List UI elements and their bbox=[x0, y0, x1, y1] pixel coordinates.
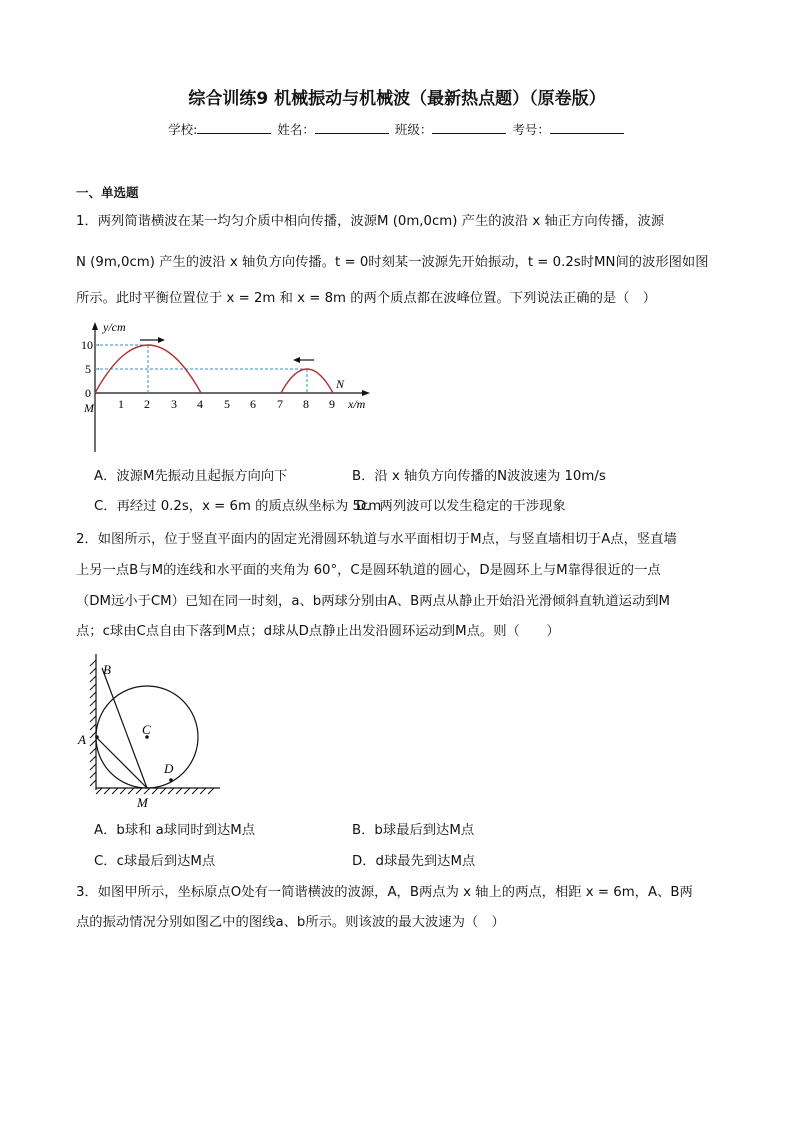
q1-line-2: N (9m,0cm) 产生的波沿 x 轴负方向传播。t = 0时刻某一波源先开始振动，t = 0.2s时MN间的波形图如图 bbox=[76, 255, 709, 270]
y-tick-label-10: 10 bbox=[81, 338, 93, 352]
x-tick-6: 6 bbox=[250, 397, 256, 411]
y-tick-label-0: 0 bbox=[85, 386, 91, 400]
q2-line-4: 点；c球由C点自由下落到M点；d球从D点静止出发沿圆环运动到M点。则（ ） bbox=[76, 624, 560, 639]
arrow-right-head bbox=[158, 337, 165, 343]
x-tick-2: 2 bbox=[144, 397, 150, 411]
x-tick-5: 5 bbox=[224, 397, 230, 411]
origin-label-m: M bbox=[84, 401, 94, 415]
class-label: 班级： bbox=[394, 122, 433, 137]
q1-wave-graph bbox=[80, 318, 380, 458]
wall-hatching bbox=[90, 660, 96, 786]
q2-line-1: 2．如图所示，位于竖直平面内的固定光滑圆环轨道与水平面相切于M点，与竖直墙相切于A点，竖直墙 bbox=[76, 532, 677, 547]
label-d: D bbox=[164, 761, 174, 776]
q1-option-c[interactable]: C．再经过 0.2s，x = 6m 的质点纵坐标为 5cm bbox=[94, 499, 382, 514]
school-blank[interactable] bbox=[197, 121, 271, 134]
q2-option-c[interactable]: C．c球最后到达M点 bbox=[94, 854, 216, 869]
x-tick-8: 8 bbox=[303, 397, 309, 411]
q2-line-3: （DM远小于CM）已知在同一时刻，a、b两球分别由A、B两点从静止开始沿光滑倾斜直轨道运动到M bbox=[76, 594, 671, 609]
x-axis-arrow bbox=[362, 390, 370, 396]
section-title: 一、单选题 bbox=[76, 185, 139, 200]
point-a bbox=[95, 735, 99, 739]
y-tick-label-5: 5 bbox=[85, 362, 91, 376]
q2-circle-track-figure bbox=[74, 652, 224, 812]
q1-option-d[interactable]: D．两列波可以发生稳定的干涉现象 bbox=[356, 499, 566, 514]
name-blank[interactable] bbox=[315, 121, 389, 134]
q2-line-2: 上另一点B与M的连线和水平面的夹角为 60°，C是圆环轨道的圆心，D是圆环上与M靠得很近的一点 bbox=[76, 563, 661, 578]
exam-number-label: 考号： bbox=[512, 122, 550, 137]
student-info-line bbox=[0, 120, 794, 138]
x-tick-1: 1 bbox=[118, 397, 124, 411]
track-am bbox=[96, 737, 147, 788]
label-c: C bbox=[142, 722, 151, 737]
x-tick-4: 4 bbox=[197, 397, 203, 411]
x-tick-3: 3 bbox=[171, 397, 177, 411]
q2-option-b[interactable]: B．b球最后到达M点 bbox=[352, 823, 475, 838]
q2-option-a[interactable]: A．b球和 a球同时到达M点 bbox=[94, 823, 256, 838]
q2-option-d[interactable]: D．d球最先到达M点 bbox=[352, 854, 476, 869]
page-title: 综合训练9 机械振动与机械波（最新热点题）（原卷版） bbox=[188, 89, 606, 109]
x-tick-labels bbox=[118, 397, 335, 411]
label-b: B bbox=[103, 662, 111, 677]
arrow-left-head bbox=[293, 357, 300, 363]
school-label: 学校: bbox=[168, 122, 198, 137]
y-axis-arrow bbox=[92, 322, 98, 330]
name-label: 姓名： bbox=[277, 122, 315, 137]
q3-line-2: 点的振动情况分别如图乙中的图线a、b所示。则该波的最大波速为（ ） bbox=[76, 915, 505, 930]
x-tick-7: 7 bbox=[277, 397, 283, 411]
label-m: M bbox=[137, 795, 148, 810]
class-blank[interactable] bbox=[432, 121, 506, 134]
x-axis-label: x/m bbox=[348, 397, 366, 411]
point-d bbox=[169, 778, 173, 782]
q1-option-b[interactable]: B．沿 x 轴负方向传播的N波波速为 10m/s bbox=[352, 469, 606, 484]
ground-hatching bbox=[96, 788, 214, 794]
end-label-n: N bbox=[336, 377, 345, 391]
label-a: A bbox=[78, 732, 86, 747]
q1-line-1: 1．两列简谐横波在某一均匀介质中相向传播，波源M (0m,0cm) 产生的波沿 x 轴正方向传播，波源 bbox=[76, 214, 665, 229]
y-axis-label: y/cm bbox=[103, 320, 126, 334]
q1-line-3: 所示。此时平衡位置位于 x = 2m 和 x = 8m 的两个质点都在波峰位置。下列说法正确的是（ ） bbox=[76, 291, 657, 306]
q1-option-a[interactable]: A．波源M先振动且起振方向向下 bbox=[94, 469, 288, 484]
x-tick-9: 9 bbox=[329, 397, 335, 411]
q3-line-1: 3．如图甲所示，坐标原点O处有一简谐横波的波源，A，B两点为 x 轴上的两点，相距 x = 6m，A、B两 bbox=[76, 885, 693, 900]
exam-number-blank[interactable] bbox=[550, 121, 624, 134]
